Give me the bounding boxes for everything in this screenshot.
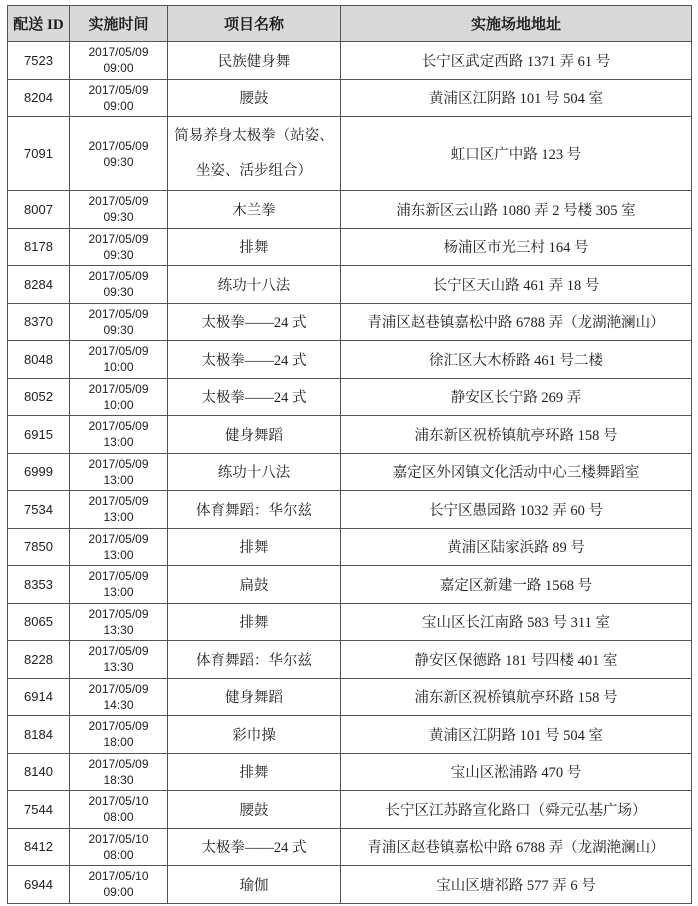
time-cell	[70, 378, 168, 416]
delivery-id-cell: 8048	[8, 341, 70, 379]
project-name-cell: 腰鼓	[168, 791, 341, 829]
project-name-cell: 练功十八法	[168, 266, 341, 304]
delivery-id-cell: 8228	[8, 641, 70, 679]
date-text: 2017/05/10	[88, 794, 149, 809]
date-text: 2017/05/10	[88, 869, 149, 884]
header-time: 实施时间	[70, 6, 168, 42]
delivery-id-cell: 7534	[8, 491, 70, 529]
venue-address-cell: 虹口区广中路 123 号	[341, 117, 692, 191]
time-text: 13:00	[103, 472, 134, 487]
time-text: 10:00	[103, 397, 134, 412]
date-text: 2017/05/09	[88, 344, 149, 359]
time-text: 09:00	[103, 885, 134, 900]
project-name-cell: 太极拳——24 式	[168, 828, 341, 866]
header-project-name: 项目名称	[168, 6, 341, 42]
date-text: 2017/05/09	[88, 494, 149, 509]
venue-address-cell: 宝山区长江南路 583 号 311 室	[341, 603, 692, 641]
time-cell	[70, 753, 168, 791]
table-row	[8, 228, 692, 266]
venue-address-cell: 嘉定区新建一路 1568 号	[341, 566, 692, 604]
table-row	[8, 491, 692, 529]
header-delivery-id: 配送 ID	[8, 6, 70, 42]
time-cell	[70, 303, 168, 341]
delivery-id-cell: 8007	[8, 191, 70, 229]
table-row	[8, 416, 692, 454]
date-text: 2017/05/09	[88, 531, 149, 546]
delivery-id-cell: 8184	[8, 716, 70, 754]
table-row	[8, 566, 692, 604]
date-text: 2017/05/09	[88, 231, 149, 246]
project-name-cell: 木兰拳	[168, 191, 341, 229]
time-cell	[70, 191, 168, 229]
table-row	[8, 303, 692, 341]
time-cell	[70, 266, 168, 304]
time-cell	[70, 716, 168, 754]
venue-address-cell: 青浦区赵巷镇嘉松中路 6788 弄（龙湖滟澜山）	[341, 828, 692, 866]
delivery-id-cell: 8353	[8, 566, 70, 604]
date-text: 2017/05/09	[88, 381, 149, 396]
delivery-id-cell: 6944	[8, 866, 70, 904]
table-row	[8, 528, 692, 566]
time-cell	[70, 416, 168, 454]
project-name-cell: 瑜伽	[168, 866, 341, 904]
table-row	[8, 866, 692, 904]
date-text: 2017/05/09	[88, 82, 149, 97]
project-name-cell: 练功十八法	[168, 453, 341, 491]
venue-address-cell: 宝山区淞浦路 470 号	[341, 753, 692, 791]
delivery-id-cell: 7544	[8, 791, 70, 829]
venue-address-cell: 浦东新区云山路 1080 弄 2 号楼 305 室	[341, 191, 692, 229]
venue-address-cell: 黄浦区江阴路 101 号 504 室	[341, 79, 692, 117]
project-name-cell: 体育舞蹈：华尔兹	[168, 491, 341, 529]
delivery-id-cell: 8178	[8, 228, 70, 266]
schedule-table	[7, 5, 692, 904]
time-text: 13:00	[103, 435, 134, 450]
date-text: 2017/05/09	[88, 606, 149, 621]
delivery-id-cell: 7091	[8, 117, 70, 191]
time-text: 09:30	[103, 210, 134, 225]
venue-address-cell: 青浦区赵巷镇嘉松中路 6788 弄（龙湖滟澜山）	[341, 303, 692, 341]
time-cell	[70, 828, 168, 866]
venue-address-cell: 长宁区愚园路 1032 弄 60 号	[341, 491, 692, 529]
table-row	[8, 603, 692, 641]
venue-address-cell: 浦东新区祝桥镇航亭环路 158 号	[341, 416, 692, 454]
venue-address-cell: 浦东新区祝桥镇航亭环路 158 号	[341, 678, 692, 716]
time-cell	[70, 491, 168, 529]
venue-address-cell: 黄浦区陆家浜路 89 号	[341, 528, 692, 566]
project-name-cell: 民族健身舞	[168, 42, 341, 80]
date-text: 2017/05/09	[88, 644, 149, 659]
project-name-cell: 健身舞蹈	[168, 416, 341, 454]
time-text: 08:00	[103, 847, 134, 862]
date-text: 2017/05/10	[88, 831, 149, 846]
time-text: 09:30	[103, 154, 134, 169]
table-row	[8, 266, 692, 304]
time-cell	[70, 228, 168, 266]
project-name-cell: 排舞	[168, 528, 341, 566]
delivery-id-cell: 6999	[8, 453, 70, 491]
time-text: 09:00	[103, 61, 134, 76]
table-row	[8, 79, 692, 117]
time-cell	[70, 791, 168, 829]
venue-address-cell: 长宁区天山路 461 弄 18 号	[341, 266, 692, 304]
project-name-cell: 排舞	[168, 603, 341, 641]
delivery-id-cell: 8370	[8, 303, 70, 341]
time-text: 13:00	[103, 585, 134, 600]
time-cell	[70, 42, 168, 80]
venue-address-cell: 静安区保德路 181 号四楼 401 室	[341, 641, 692, 679]
date-text: 2017/05/09	[88, 45, 149, 60]
project-name-cell: 健身舞蹈	[168, 678, 341, 716]
project-name-cell: 排舞	[168, 228, 341, 266]
venue-address-cell: 杨浦区市光三村 164 号	[341, 228, 692, 266]
header-venue-address: 实施场地地址	[341, 6, 692, 42]
time-text: 14:30	[103, 697, 134, 712]
time-text: 10:00	[103, 360, 134, 375]
project-name-cell: 腰鼓	[168, 79, 341, 117]
time-cell	[70, 453, 168, 491]
table-row	[8, 828, 692, 866]
delivery-id-cell: 8204	[8, 79, 70, 117]
date-text: 2017/05/09	[88, 138, 149, 153]
venue-address-cell: 长宁区武定西路 1371 弄 61 号	[341, 42, 692, 80]
header-row	[8, 6, 692, 42]
project-name-cell: 彩巾操	[168, 716, 341, 754]
venue-address-cell: 长宁区江苏路宣化路口（舜元弘基广场）	[341, 791, 692, 829]
time-cell	[70, 528, 168, 566]
date-text: 2017/05/09	[88, 194, 149, 209]
table-row	[8, 341, 692, 379]
table-row	[8, 678, 692, 716]
time-text: 09:30	[103, 285, 134, 300]
time-text: 08:00	[103, 810, 134, 825]
date-text: 2017/05/09	[88, 269, 149, 284]
delivery-id-cell: 6915	[8, 416, 70, 454]
time-text: 13:00	[103, 510, 134, 525]
table-row	[8, 191, 692, 229]
table-row	[8, 453, 692, 491]
table-row	[8, 753, 692, 791]
date-text: 2017/05/09	[88, 456, 149, 471]
date-text: 2017/05/09	[88, 719, 149, 734]
time-cell	[70, 678, 168, 716]
time-cell	[70, 79, 168, 117]
table-row	[8, 117, 692, 191]
date-text: 2017/05/09	[88, 419, 149, 434]
delivery-id-cell: 7850	[8, 528, 70, 566]
time-text: 13:30	[103, 622, 134, 637]
date-text: 2017/05/09	[88, 756, 149, 771]
delivery-id-cell: 8065	[8, 603, 70, 641]
project-name-cell: 体育舞蹈：华尔兹	[168, 641, 341, 679]
time-text: 09:30	[103, 322, 134, 337]
time-text: 18:30	[103, 772, 134, 787]
project-name-cell: 太极拳——24 式	[168, 378, 341, 416]
delivery-id-cell: 8140	[8, 753, 70, 791]
project-name-cell: 简易养身太极拳（站姿、坐姿、活步组合）	[168, 117, 341, 191]
time-cell	[70, 641, 168, 679]
delivery-id-cell: 8284	[8, 266, 70, 304]
venue-address-cell: 静安区长宁路 269 弄	[341, 378, 692, 416]
venue-address-cell: 黄浦区江阴路 101 号 504 室	[341, 716, 692, 754]
project-name-cell: 扁鼓	[168, 566, 341, 604]
table-row	[8, 378, 692, 416]
delivery-id-cell: 8052	[8, 378, 70, 416]
time-cell	[70, 603, 168, 641]
project-name-cell: 排舞	[168, 753, 341, 791]
time-cell	[70, 566, 168, 604]
time-text: 09:00	[103, 98, 134, 113]
delivery-id-cell: 8412	[8, 828, 70, 866]
time-text: 13:30	[103, 660, 134, 675]
project-name-cell: 太极拳——24 式	[168, 303, 341, 341]
venue-address-cell: 宝山区塘祁路 577 弄 6 号	[341, 866, 692, 904]
delivery-id-cell: 7523	[8, 42, 70, 80]
time-text: 13:00	[103, 547, 134, 562]
project-name-cell: 太极拳——24 式	[168, 341, 341, 379]
table-row	[8, 641, 692, 679]
time-text: 09:30	[103, 247, 134, 262]
time-cell	[70, 117, 168, 191]
delivery-id-cell: 6914	[8, 678, 70, 716]
time-cell	[70, 341, 168, 379]
table-row	[8, 42, 692, 80]
venue-address-cell: 徐汇区大木桥路 461 号二楼	[341, 341, 692, 379]
table-row	[8, 716, 692, 754]
date-text: 2017/05/09	[88, 306, 149, 321]
venue-address-cell: 嘉定区外冈镇文化活动中心三楼舞蹈室	[341, 453, 692, 491]
date-text: 2017/05/09	[88, 569, 149, 584]
table-row	[8, 791, 692, 829]
date-text: 2017/05/09	[88, 681, 149, 696]
time-cell	[70, 866, 168, 904]
time-text: 18:00	[103, 735, 134, 750]
